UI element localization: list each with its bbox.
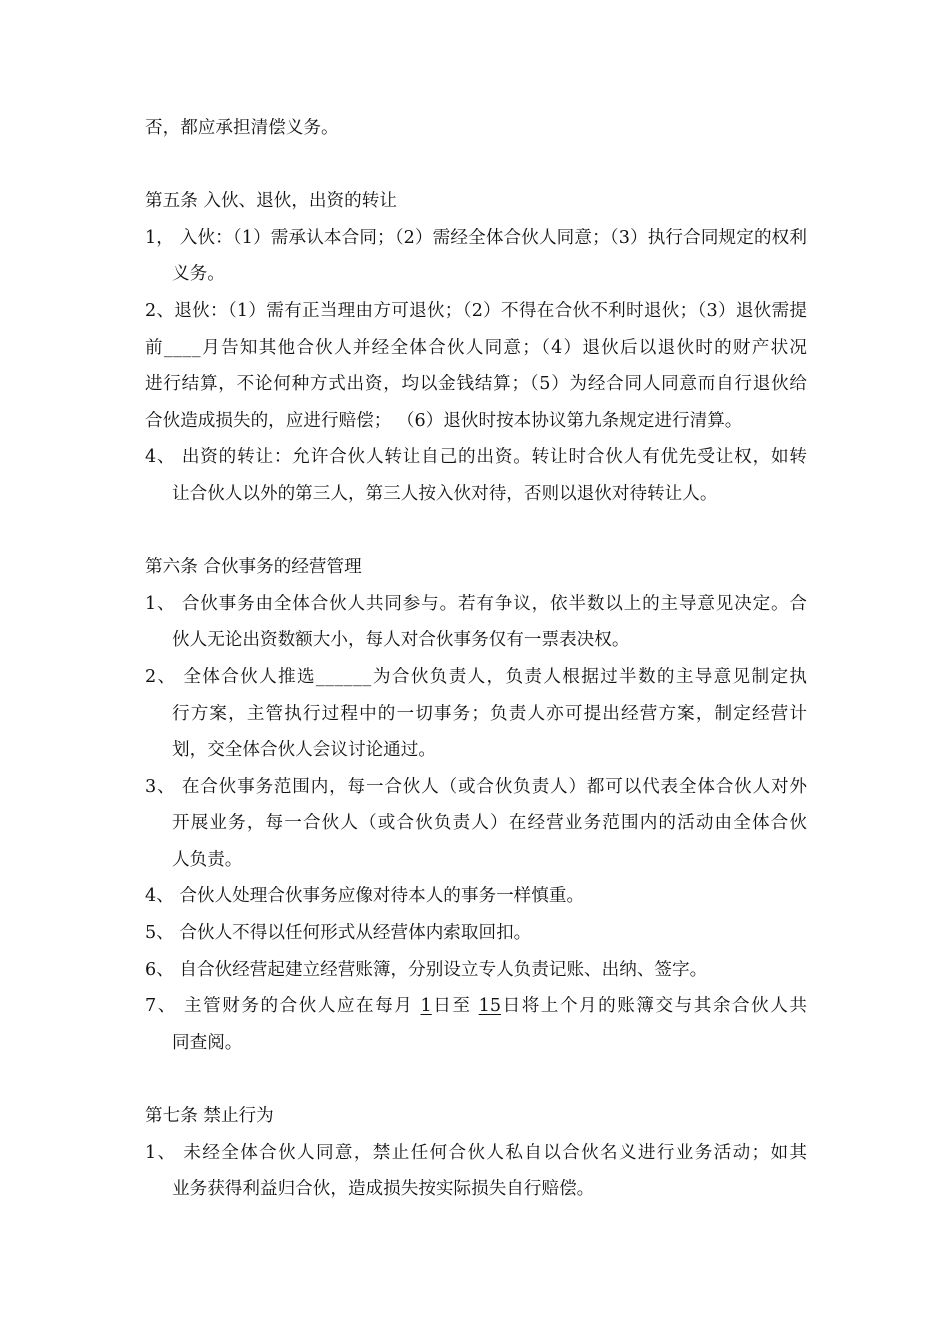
text-segment: 4、 合伙人处理合伙事务应像对待本人的事务一样慎重。 bbox=[145, 886, 585, 907]
text-segment: 让合伙人以外的第三人，第三人按入伙对待，否则以退伙对待转让人。 bbox=[172, 483, 718, 504]
text-line bbox=[145, 842, 807, 879]
text-segment: 人负责。 bbox=[172, 849, 243, 870]
text-segment: 日至 bbox=[431, 996, 479, 1017]
blank-line bbox=[145, 1061, 807, 1098]
clause-paragraph bbox=[145, 915, 807, 952]
text-segment: 2、 全体合伙人推选 bbox=[145, 666, 316, 687]
clause-paragraph bbox=[145, 952, 807, 989]
clause-paragraph bbox=[145, 110, 807, 147]
text-line bbox=[145, 220, 807, 257]
text-segment: 行方案，主管执行过程中的一切事务；负责人亦可提出经营方案，制定经营计 bbox=[172, 703, 807, 724]
article-heading: 第七条 禁止行为 bbox=[145, 1106, 274, 1127]
clause-paragraph bbox=[145, 878, 807, 915]
text-segment: 划，交全体合伙人会议讨论通过。 bbox=[172, 740, 436, 761]
text-segment: 日将上个月的账簿交与其余合伙人共 bbox=[501, 996, 807, 1017]
text-line bbox=[145, 1025, 807, 1062]
clause-paragraph bbox=[145, 1135, 807, 1208]
article-heading: 第五条 入伙、退伙，出资的转让 bbox=[145, 191, 397, 212]
underlined-value: 1 bbox=[420, 996, 432, 1017]
text-line bbox=[145, 805, 807, 842]
text-segment: 前 bbox=[145, 337, 164, 358]
text-segment: 开展业务，每一合伙人（或合伙负责人）在经营业务范围内的活动由全体合伙 bbox=[172, 813, 807, 834]
blank-line bbox=[145, 147, 807, 184]
text-line bbox=[145, 403, 807, 440]
text-line bbox=[145, 330, 807, 367]
text-segment: 同查阅。 bbox=[172, 1032, 243, 1053]
text-line bbox=[145, 952, 807, 989]
text-segment: 1， 入伙：（1）需承认本合同；（2）需经全体合伙人同意；（3）执行合同规定的权利 bbox=[145, 227, 807, 248]
text-line bbox=[145, 1135, 807, 1172]
fill-in-blank: ____ bbox=[163, 337, 202, 358]
blank-line bbox=[145, 513, 807, 550]
underlined-value: 15 bbox=[478, 996, 502, 1017]
text-segment: 1、 未经全体合伙人同意，禁止任何合伙人私自以合伙名义进行业务活动；如其 bbox=[145, 1142, 807, 1163]
text-segment: 月告知其他合伙人并经全体合伙人同意；（4）退伙后以退伙时的财产状况 bbox=[201, 337, 807, 358]
text-segment: 4、 出资的转让：允许合伙人转让自己的出资。转让时合伙人有优先受让权，如转 bbox=[145, 447, 807, 468]
article-heading: 第六条 合伙事务的经营管理 bbox=[145, 557, 362, 578]
text-segment: 7、 主管财务的合伙人应在每月 bbox=[145, 996, 421, 1017]
text-line bbox=[145, 256, 807, 293]
text-line bbox=[145, 1171, 807, 1208]
text-segment: 3、 在合伙事务范围内，每一合伙人（或合伙负责人）都可以代表全体合伙人对外 bbox=[145, 776, 807, 797]
text-segment: 1、 合伙事务由全体合伙人共同参与。若有争议，依半数以上的主导意见决定。合 bbox=[145, 593, 807, 614]
text-line bbox=[145, 732, 807, 769]
text-segment: 2、退伙：（1）需有正当理由方可退伙；（2）不得在合伙不利时退伙；（3）退伙需提 bbox=[145, 300, 807, 321]
fill-in-blank: ______ bbox=[315, 666, 372, 687]
text-line bbox=[145, 622, 807, 659]
text-segment: 合伙造成损失的，应进行赔偿； （6）退伙时按本协议第九条规定进行清算。 bbox=[145, 410, 743, 431]
clause-paragraph bbox=[145, 988, 807, 1061]
text-segment: 义务。 bbox=[172, 264, 225, 285]
text-segment: 业务获得利益归合伙，造成损失按实际损失自行赔偿。 bbox=[172, 1179, 595, 1200]
text-line bbox=[145, 915, 807, 952]
text-line bbox=[145, 988, 807, 1025]
text-line bbox=[145, 769, 807, 806]
clause-paragraph bbox=[145, 439, 807, 512]
text-line bbox=[145, 476, 807, 513]
text-line bbox=[145, 586, 807, 623]
text-line bbox=[145, 696, 807, 733]
text-segment: 伙人无论出资数额大小，每人对合伙事务仅有一票表决权。 bbox=[172, 630, 630, 651]
text-segment: 6、 自合伙经营起建立经营账簿，分别设立专人负责记账、出纳、签字。 bbox=[145, 959, 708, 980]
clause-paragraph bbox=[145, 293, 807, 439]
text-segment: 进行结算，不论何种方式出资，均以金钱结算；（5）为经合同人同意而自行退伙给 bbox=[145, 374, 807, 395]
text-segment: 否，都应承担清偿义务。 bbox=[145, 118, 339, 138]
clause-paragraph bbox=[145, 586, 807, 659]
text-segment: 5、 合伙人不得以任何形式从经营体内索取回扣。 bbox=[145, 923, 532, 944]
text-line bbox=[145, 110, 807, 147]
text-segment: 为合伙负责人，负责人根据过半数的主导意见制定执 bbox=[371, 666, 807, 687]
clause-paragraph bbox=[145, 220, 807, 293]
clause-paragraph bbox=[145, 769, 807, 879]
text-line bbox=[145, 878, 807, 915]
document-page bbox=[145, 110, 807, 1208]
text-line bbox=[145, 293, 807, 330]
text-line bbox=[145, 439, 807, 476]
clause-paragraph bbox=[145, 659, 807, 769]
text-line bbox=[145, 366, 807, 403]
text-line bbox=[145, 659, 807, 696]
